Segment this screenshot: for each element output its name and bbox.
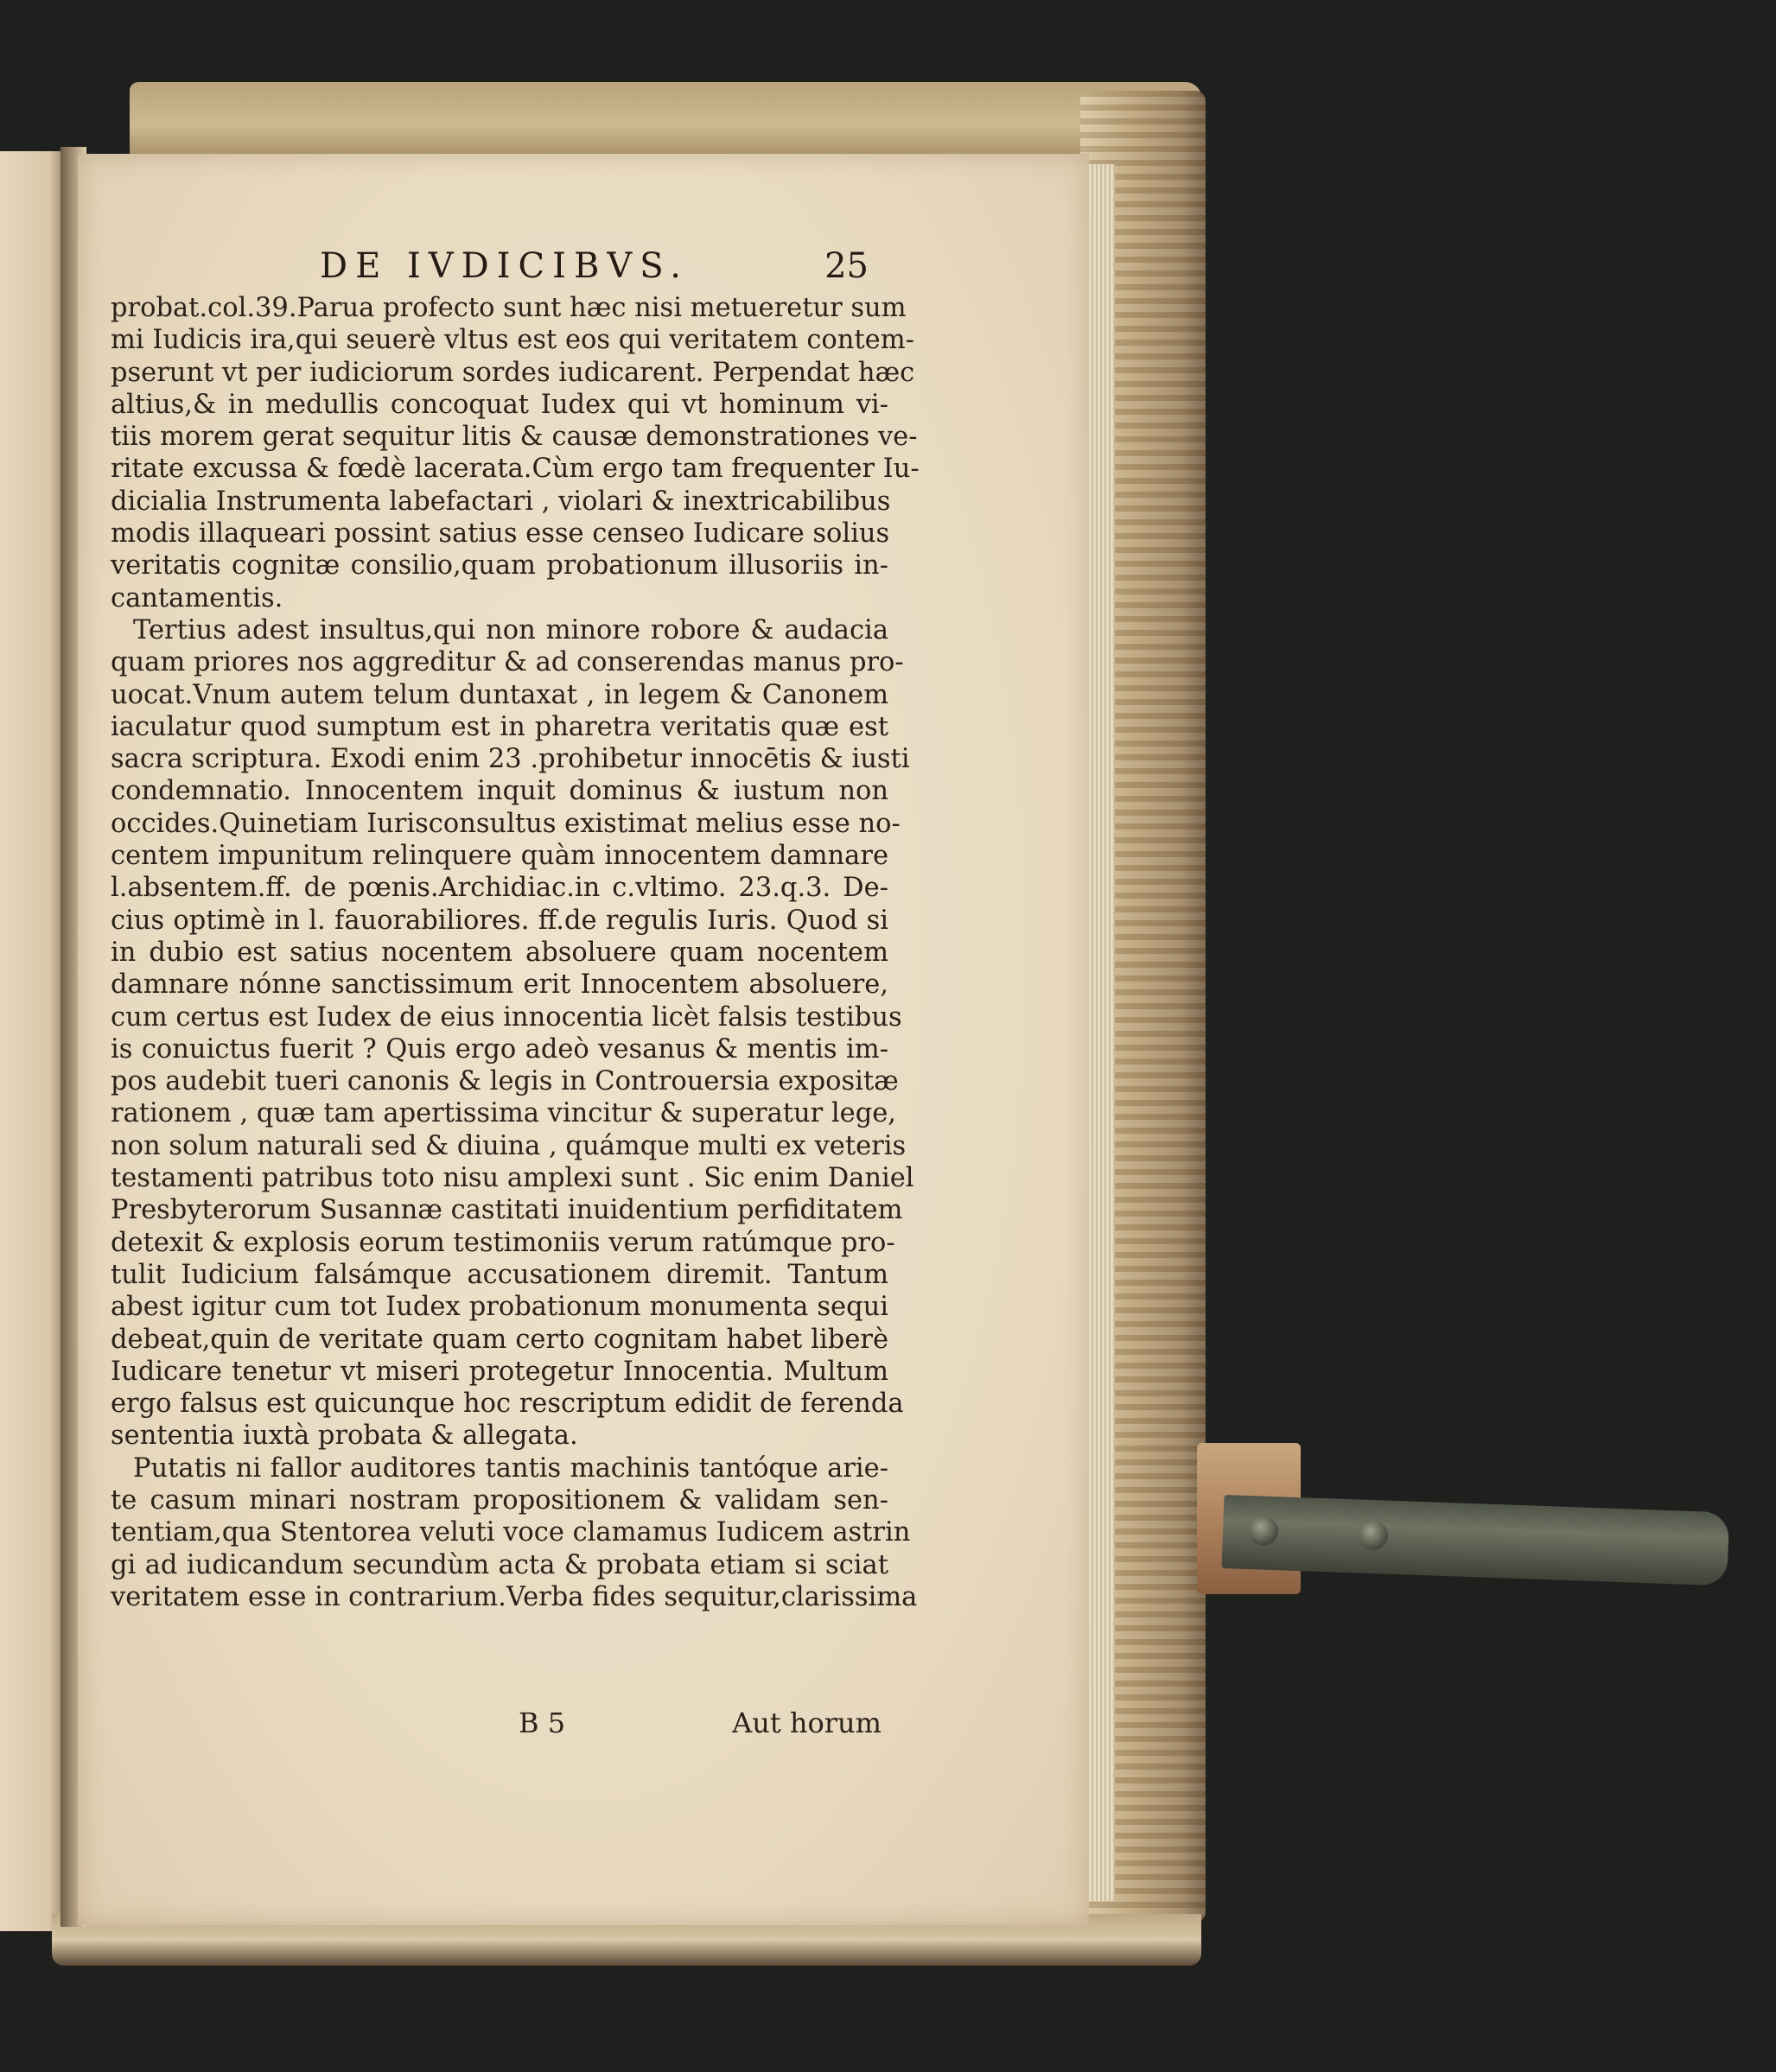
text-line: dicialia Instrumenta labefactari , violari & inextricabilibus <box>111 486 891 517</box>
text-line: Presbyterorum Susannæ castitati inuidentium perfiditatem <box>111 1195 903 1226</box>
text-line: iaculatur quod sumptum est in pharetra veritatis quæ est <box>111 711 888 742</box>
left-facing-page <box>0 151 69 1931</box>
text-line: ergo falsus est quicunque hoc rescriptum edidit de ferenda <box>111 1389 904 1420</box>
book-cover-top <box>130 82 1201 160</box>
text-line: abest igitur cum tot Iudex probationum monumenta sequi <box>111 1292 888 1323</box>
body-text <box>111 292 920 1613</box>
signature-mark: B 5 <box>519 1707 566 1739</box>
text-line: tentiam,qua Stentorea veluti voce clamamus Iudicem astrin <box>111 1517 911 1548</box>
text-line: sacra scriptura. Exodi enim 23 .prohibetur innocētis & iusti <box>111 744 910 775</box>
text-line: damnare nónne sanctissimum erit Innocentem absoluere, <box>111 969 888 1001</box>
text-line: sententia iuxtà probata & allegata. <box>111 1421 578 1452</box>
page-fore-edge <box>1085 164 1115 1901</box>
text-line: pos audebit tueri canonis & legis in Controuersia expositæ <box>111 1066 899 1097</box>
text-line: veritatis cognitæ consilio,quam probationum illusoriis in- <box>111 550 888 582</box>
text-line: cum certus est Iudex de eius innocentia licèt falsis testibus <box>111 1001 902 1033</box>
page-number: 25 <box>824 246 869 286</box>
text-line: detexit & explosis eorum testimoniis verum ratúmque pro- <box>111 1227 895 1258</box>
text-line: testamenti patribus toto nisu amplexi sunt . Sic enim Daniel <box>111 1163 914 1194</box>
clasp-rivet-icon <box>1359 1521 1388 1550</box>
clasp-rivet-icon <box>1249 1516 1278 1546</box>
text-line: mi Iudicis ira,qui seuerè vltus est eos qui veritatem contem- <box>111 325 914 356</box>
text-line: occides.Quinetiam Iurisconsultus existimat melius esse no- <box>111 808 901 839</box>
text-line: pserunt vt per iudiciorum sordes iudicarent. Perpendat hæc <box>111 357 915 388</box>
catchword: Aut horum <box>732 1707 882 1739</box>
text-line: veritatem esse in contrarium.Verba fides sequitur,clarissima <box>111 1581 918 1612</box>
text-line: uocat.Vnum autem telum duntaxat , in legem & Canonem <box>111 679 888 710</box>
text-line: gi ad iudicandum secundùm acta & probata etiam si sciat <box>111 1549 888 1580</box>
text-line: altius,& in medullis concoquat Iudex qui vt hominum vi- <box>111 389 888 420</box>
text-line: cius optimè in l. fauorabiliores. ff.de regulis Iuris. Quod si <box>111 905 888 936</box>
text-line: ritate excussa & fœdè lacerata.Cùm ergo tam frequenter Iu- <box>111 454 920 485</box>
text-line: non solum naturali sed & diuina , quámque multi ex veteris <box>111 1130 907 1161</box>
text-line: te casum minari nostram propositionem & validam sen- <box>111 1484 888 1516</box>
text-line: condemnatio. Innocentem inquit dominus & iustum non <box>111 776 888 807</box>
text-line: quam priores nos aggreditur & ad conserendas manus pro- <box>111 647 904 678</box>
text-line: l.absentem.ff. de pœnis.Archidiac.in c.vltimo. 23.q.3. De- <box>111 873 888 904</box>
text-line: probat.col.39.Parua profecto sunt hæc nisi metueretur sum <box>111 293 907 323</box>
text-line: modis illaqueari possint satius esse censeo Iudicare solius <box>111 518 890 550</box>
text-line: Tertius adest insultus,qui non minore robore & audacia <box>133 614 888 645</box>
text-line: in dubio est satius nocentem absoluere quam nocentem <box>111 937 888 968</box>
text-line: rationem , quæ tam apertissima vincitur & superatur lege, <box>111 1098 896 1129</box>
text-line: cantamentis. <box>111 582 283 613</box>
text-line: tulit Iudicium falsámque accusationem diremit. Tantum <box>111 1259 888 1290</box>
text-line: centem impunitum relinquere quàm innocentem damnare <box>111 841 888 872</box>
text-line: is conuictus fuerit ? Quis ergo adeò vesanus & mentis im- <box>111 1033 888 1065</box>
text-line: debeat,quin de veritate quam certo cognitam habet liberè <box>111 1324 888 1355</box>
text-line: Iudicare tenetur vt miseri protegetur Innocentia. Multum <box>111 1356 888 1387</box>
running-head: DE IVDICIBVS. <box>320 246 689 286</box>
text-line: Putatis ni fallor auditores tantis machinis tantóque arie- <box>133 1452 888 1484</box>
text-line: tiis morem gerat sequitur litis & causæ demonstrationes ve- <box>111 422 918 453</box>
